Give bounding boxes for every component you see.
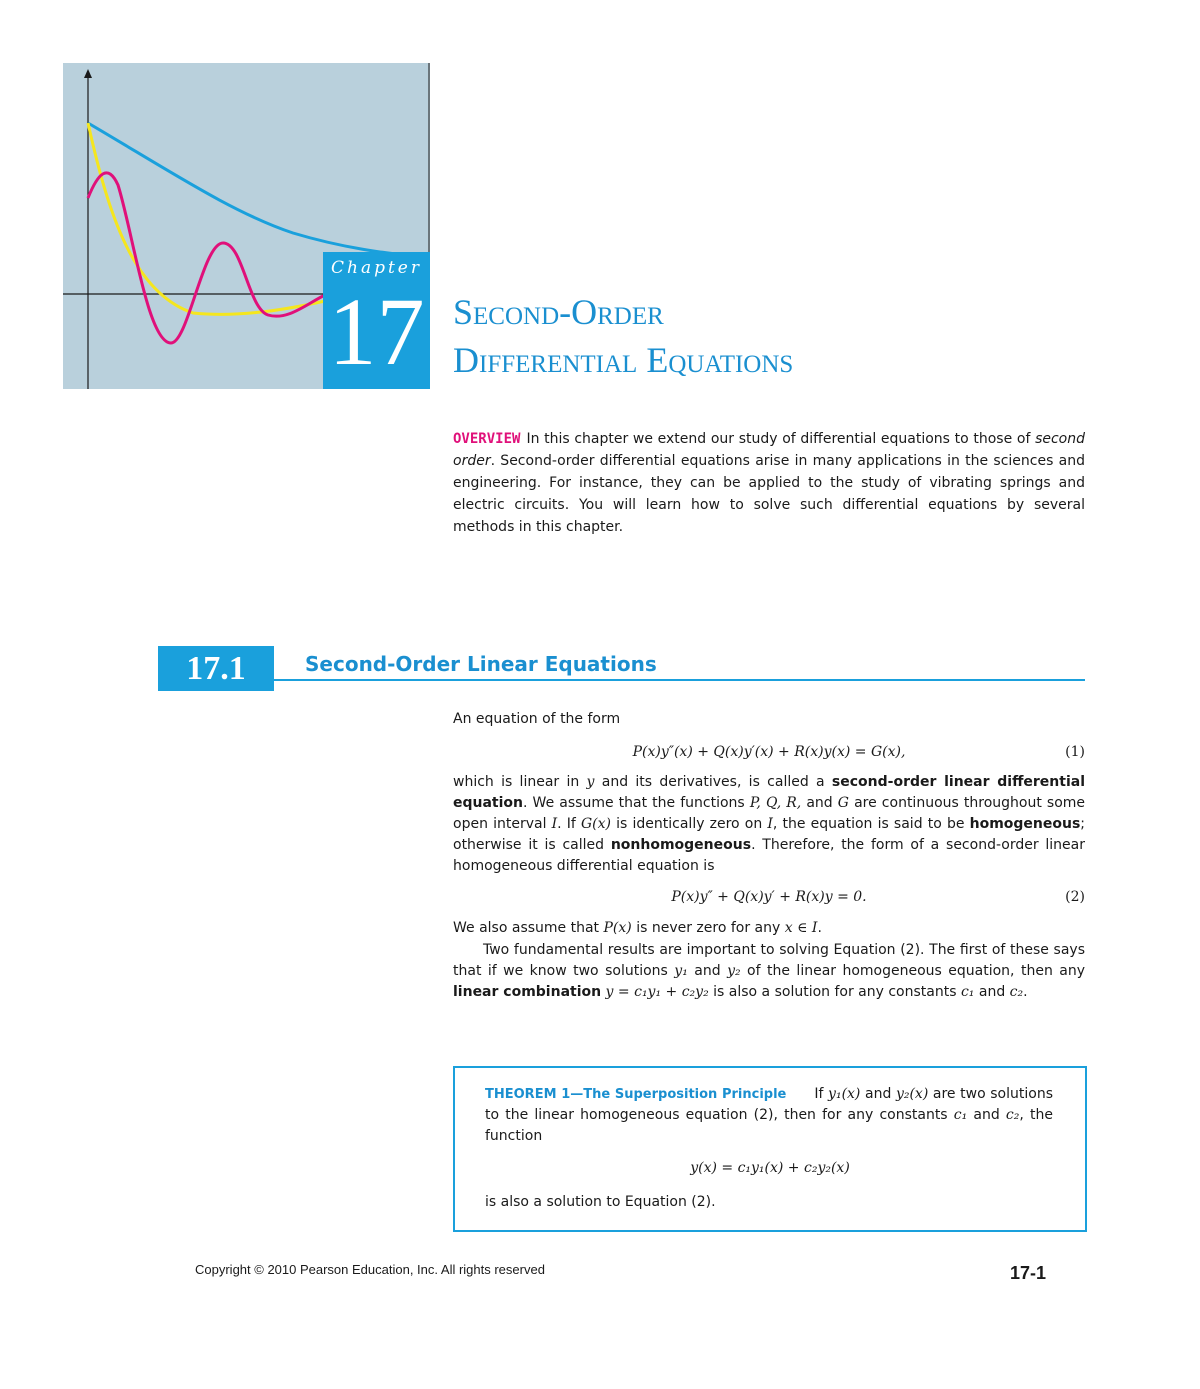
text: is identically zero on	[611, 816, 768, 832]
math-c1: c₁	[953, 1107, 968, 1123]
chapter-word: Chapter	[331, 258, 422, 278]
blue-curve	[88, 123, 430, 258]
section-number-box: 17.1	[158, 646, 274, 691]
section-rule	[274, 679, 1085, 681]
theorem-label: THEOREM 1—The Superposition Principle	[485, 1087, 787, 1102]
text: .	[1023, 984, 1028, 1000]
section-title: Second-Order Linear Equations	[305, 652, 657, 676]
text: , the equation is said to be	[772, 816, 970, 832]
math-I: I	[767, 816, 773, 832]
chapter-number: 17	[328, 278, 425, 385]
intro-line: An equation of the form	[453, 711, 621, 727]
text: If	[814, 1086, 829, 1102]
math-c2: c₂	[1005, 1107, 1020, 1123]
equation-1	[453, 741, 1085, 763]
overview-emphasis: second order	[453, 431, 1085, 469]
equation-2-text: P(x)y″ + Q(x)y′ + R(x)y = 0.	[671, 889, 867, 905]
overview-text-1: In this chapter we extend our study of differential equations to those of	[526, 431, 1036, 447]
text: and	[860, 1086, 896, 1102]
math-y: y	[586, 774, 595, 790]
overview-paragraph	[453, 428, 1085, 538]
text: and	[687, 963, 728, 979]
math-linear-combination: y = c₁y₁ + c₂y₂	[601, 984, 709, 1000]
text: and	[967, 1107, 1006, 1123]
overview-label: OVERVIEW	[453, 431, 521, 447]
text: and its derivatives, is called a	[594, 774, 832, 790]
math-c1: c₁	[960, 984, 975, 1000]
math-y1x: y₁(x)	[828, 1086, 861, 1102]
math-c2: c₂	[1009, 984, 1024, 1000]
theorem-box	[453, 1066, 1087, 1232]
theorem-conclusion: is also a solution to Equation (2).	[485, 1194, 716, 1210]
text: ; otherwise it is called	[453, 816, 1086, 853]
equation-2-number: (2)	[1065, 889, 1085, 905]
text: . We assume that the functions	[523, 795, 750, 811]
term-second-order-linear: second-order linear differential equation	[453, 774, 1086, 811]
copyright-notice: Copyright © 2010 Pearson Education, Inc. All rights reserved	[195, 1262, 545, 1277]
text: and	[801, 795, 838, 811]
superposition-intro-paragraph	[453, 940, 1085, 1003]
text: . Therefore, the form of a second-order linear homogeneous differential equation is	[453, 837, 1085, 874]
text: Two fundamental results are important to solving Equation (2). The first of these says that if we know two solutions	[453, 942, 1085, 979]
math-I: I	[551, 816, 558, 832]
theorem-equation: y(x) = c₁y₁(x) + c₂y₂(x)	[690, 1160, 850, 1176]
text: , the function	[485, 1107, 1053, 1144]
yellow-curve	[88, 123, 325, 314]
chapter-title-line-2: Differential Equations	[453, 340, 794, 380]
math-y2x: y₂(x)	[895, 1086, 929, 1102]
equation-1-text: P(x)y″(x) + Q(x)y′(x) + R(x)y(x) = G(x),	[632, 744, 906, 760]
math-Px: P(x)	[603, 920, 632, 936]
definition-paragraph	[453, 772, 1085, 877]
page-number: 17-1	[1010, 1263, 1047, 1283]
math-y1: y₁	[674, 963, 688, 979]
math-G: G	[837, 795, 849, 811]
term-homogeneous: homogeneous	[969, 816, 1081, 832]
text: and	[974, 984, 1010, 1000]
math-functions: P, Q, R,	[749, 795, 802, 811]
theorem-statement	[485, 1084, 1053, 1147]
assumption-line	[453, 918, 1085, 939]
text: .	[817, 920, 822, 936]
term-nonhomogeneous: nonhomogeneous	[610, 837, 752, 853]
math-y2: y₂	[727, 963, 741, 979]
chapter-box	[323, 252, 430, 389]
math-Gx: G(x)	[581, 816, 612, 832]
y-axis-arrow	[84, 69, 92, 78]
magenta-curve	[88, 173, 325, 343]
text: is never zero for any	[631, 920, 785, 936]
text: . If	[557, 816, 581, 832]
overview-text-2: . Second-order differential equations arise in many applications in the sciences and engineering. For instance, they can be applied to the study of vibrating springs and electric circuits. You will learn how to solve such differential equations by several methods in this chapter.	[453, 453, 1085, 535]
equation-2	[453, 886, 1085, 908]
text: We also assume that	[453, 920, 604, 936]
term-linear-combination: linear combination	[453, 984, 602, 1000]
text: are two solutions to the linear homogeneous equation (2), then for any constants	[485, 1086, 1053, 1123]
math-x-in-I: x ∈ I	[784, 920, 818, 936]
chapter-title-line-1: Second-Order	[453, 292, 664, 332]
text: of the linear homogeneous equation, then any	[740, 963, 1086, 979]
text: which is linear in	[453, 774, 587, 790]
text: are continuous throughout some open interval	[453, 795, 1086, 832]
text: is also a solution for any constants	[708, 984, 961, 1000]
equation-1-number: (1)	[1065, 744, 1085, 760]
